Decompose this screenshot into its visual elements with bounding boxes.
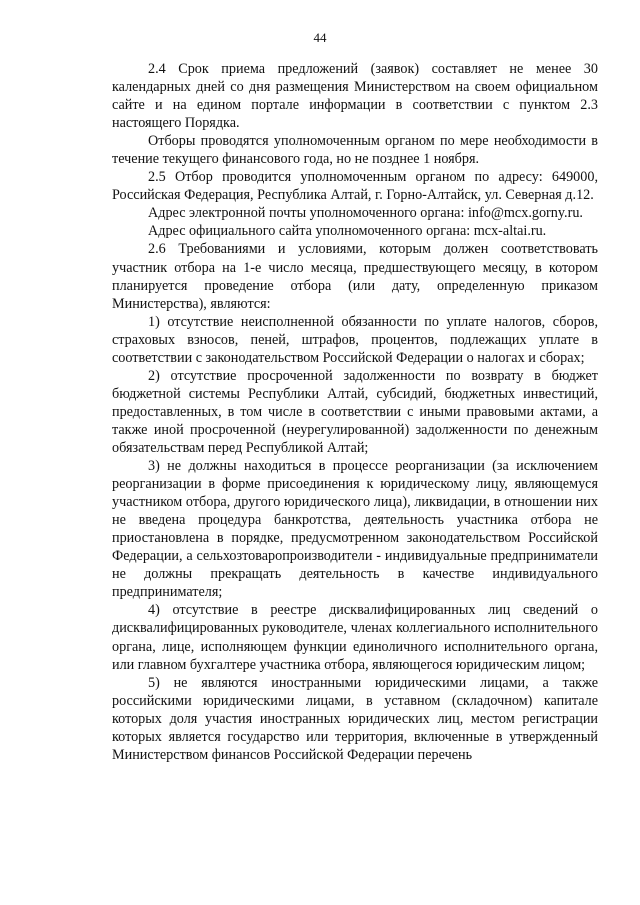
- paragraph-2-4: 2.4 Срок приема предложений (заявок) составляет не менее 30 календарных дней со дня размещения Министерством на своем официальном сайте и на едином портале информации в соответствии с пунктом 2.3 настоящего Порядка.: [112, 61, 598, 132]
- paragraph-2-6-requirements: 2.6 Требованиями и условиями, которым должен соответствовать участник отбора на 1-е число месяца, предшествующего месяцу, в котором планируется проведение отбора (или дату, определенную приказом Министерства), являются:: [112, 241, 598, 312]
- page-number: 44: [313, 30, 327, 45]
- paragraph-email: Адрес электронной почты уполномоченного органа: info@mcx.gorny.ru.: [148, 205, 583, 222]
- list-item-5: 5) не являются иностранными юридическими лицами, а также российскими юридическими лицами, в уставном (складочном) капитале которых доля участия иностранных юридических лиц, местом регистрации которых является государство или территория, включенные в утвержденный Министерством финансов Российской Федерации перечень: [112, 674, 598, 763]
- list-item-4: 4) отсутствие в реестре дисквалифицированных лиц сведений о дисквалифицированных руководителе, членах коллегиального исполнительного органа, лице, исполняющем функции единоличного исполнительного органа, или главном бухгалтере участника отбора, являющегося юридическим лицом;: [112, 602, 598, 673]
- document-body: [112, 60, 598, 764]
- paragraph-selection-timing: Отборы проводятся уполномоченным органом по мере необходимости в течение текущего финансового года, но не позднее 1 ноября.: [112, 133, 598, 168]
- list-item-3: 3) не должны находиться в процессе реорганизации (за исключением реорганизации в форме присоединения к юридическому лицу, являющемуся участником отбора, другого юридического лица), ликвидации, в отношении них не введена процедура банкротства, деятельность участника отбора не приостановлена в порядке, предусмотренном законодательством Российской Федерации, а сельхозтоваропроизводители - индивидуальные предприниматели не должны прекращать деятельность в качестве индивидуального предпринимателя;: [112, 458, 598, 601]
- paragraph-2-5-address: 2.5 Отбор проводится уполномоченным органом по адресу: 649000, Российская Федерация, Республика Алтай, г. Горно-Алтайск, ул. Северная д.12.: [112, 169, 598, 204]
- list-item-2: 2) отсутствие просроченной задолженности по возврату в бюджет бюджетной системы Республики Алтай, субсидий, бюджетных инвестиций, предоставленных, в том числе в соответствии с иными правовыми актами, а также иной просроченной (неурегулированной) задолженности по денежным обязательствам перед Республикой Алтай;: [112, 367, 598, 456]
- list-item-1: 1) отсутствие неисполненной обязанности по уплате налогов, сборов, страховых взносов, пеней, штрафов, процентов, подлежащих уплате в соответствии с законодательством Российской Федерации о налогах и сборах;: [112, 313, 598, 366]
- paragraph-website: Адрес официального сайта уполномоченного органа: mcx-altai.ru.: [148, 223, 547, 240]
